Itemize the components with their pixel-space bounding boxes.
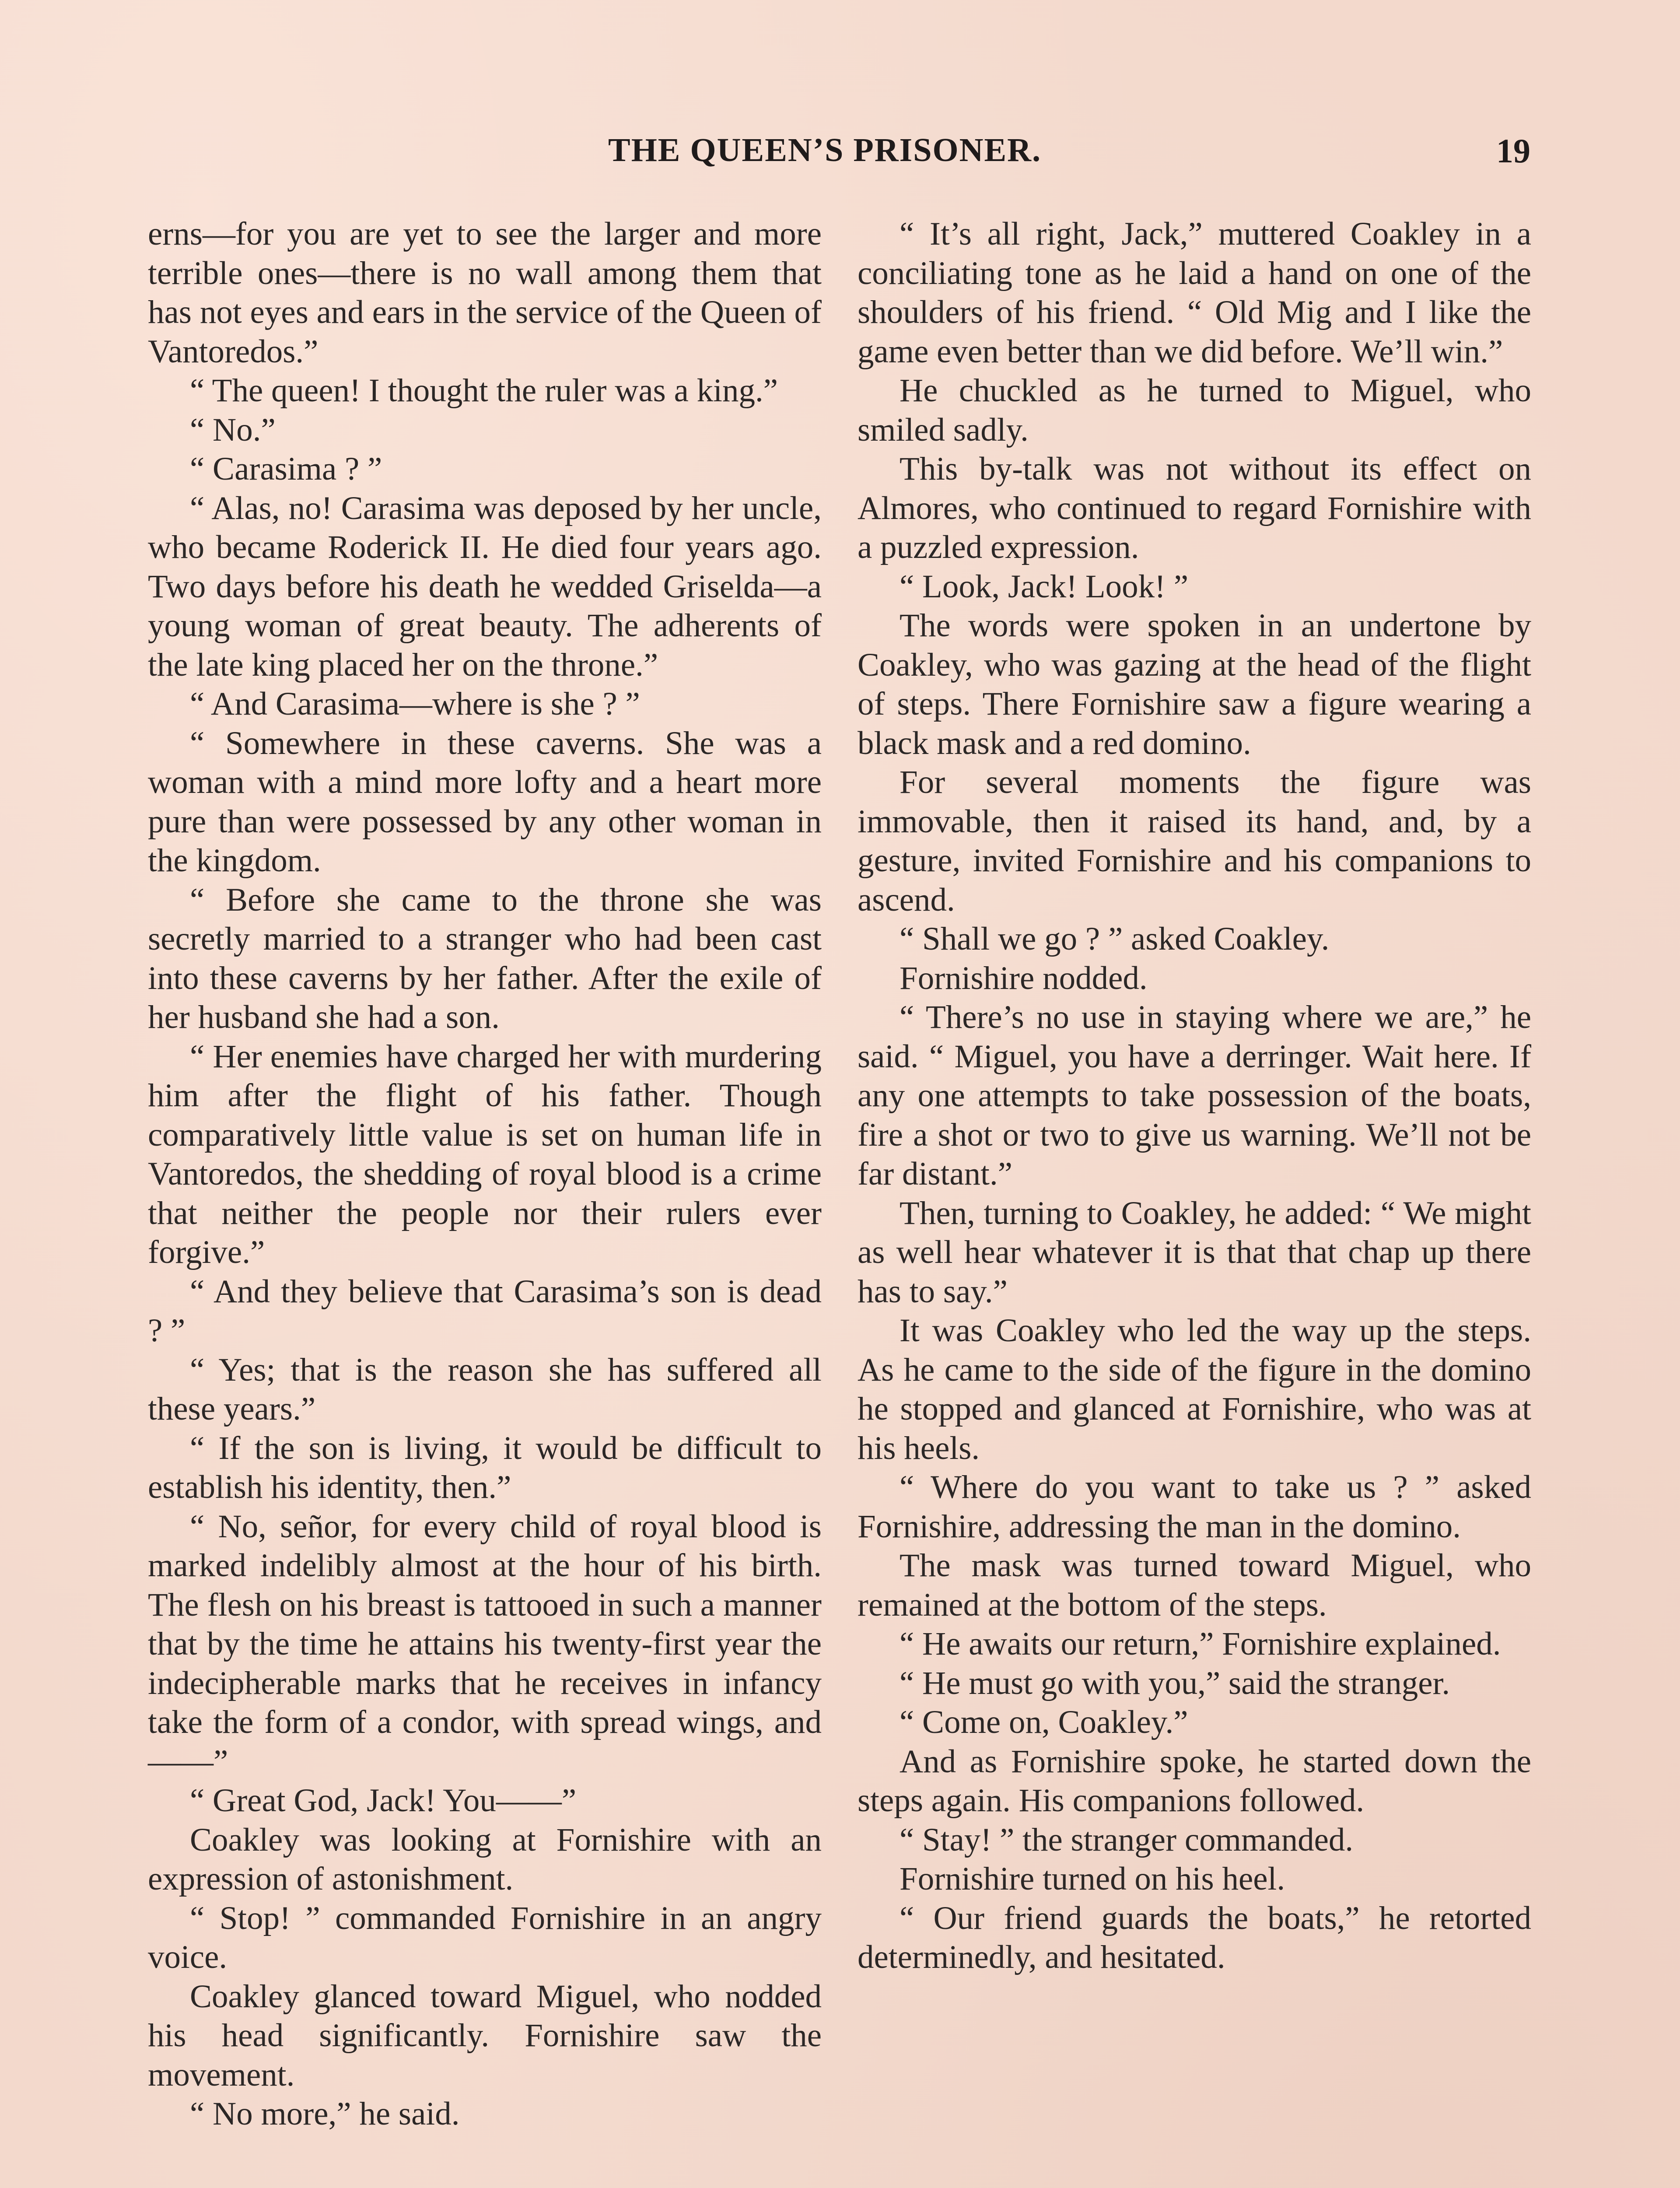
paragraph: “ And Carasima—where is she ? ” [190,686,640,722]
paragraph: It was Coakley who led the way up the steps. As he came to the side of the figure in the domino he stopped and glanced at Fornishire, who was at his heels. [858,1312,1531,1466]
paragraph: Fornishire nodded. [900,960,1148,996]
paragraph: “ No, señor, for every child of royal blood is marked indelibly almost at the hour of his birth. The flesh on his breast is tattooed in such a manner that by the time he attains his twenty-first year the indecipherable marks that he receives in infancy take the form of a condor, with spread wings, and——” [148,1508,822,1780]
paragraph: “ Somewhere in these caverns. She was a woman with a mind more lofty and a heart more pure than were possessed by any other woman in the kingdom. [148,725,822,879]
paragraph: “ Alas, no! Carasima was deposed by her uncle, who became Roderick II. He died four years ago. Two days before his death he wedded Griselda—a young woman of great beauty. The adherents of the late king placed her on the throne.” [148,490,822,683]
paragraph: erns—for you are yet to see the larger and more terrible ones—there is no wall among them that has not eyes and ears in the service of the Queen of Vantoredos.” [148,216,822,370]
paragraph: Fornishire turned on his heel. [900,1861,1285,1897]
paragraph: “ Shall we go ? ” asked Coakley. [900,921,1330,957]
paragraph: “ Stay! ” the stranger commanded. [900,1821,1354,1858]
paragraph: Coakley glanced toward Miguel, who nodded his head significantly. Fornishire saw the movement. [148,1978,822,2093]
paragraph: “ It’s all right, Jack,” muttered Coakley in a conciliating tone as he laid a hand on one of the shoulders of his friend. “ Old Mig and I like the game even better than we did before. We’ll win.” [858,216,1531,370]
paragraph: For several moments the figure was immovable, then it raised its hand, and, by a gesture, invited Fornishire and his companions to ascend. [858,764,1531,918]
paragraph: “ Yes; that is the reason she has suffered all these years.” [148,1351,822,1427]
right-column [858,214,1531,1977]
paragraph: “ No.” [190,411,276,448]
paragraph: The mask was turned toward Miguel, who remained at the bottom of the steps. [858,1547,1531,1623]
paragraph: “ If the son is living, it would be difficult to establish his identity, then.” [148,1430,822,1505]
paragraph: “ Where do you want to take us ? ” asked Fornishire, addressing the man in the domino. [858,1469,1531,1545]
paragraph: “ And they believe that Carasima’s son is dead ? ” [148,1273,822,1349]
paragraph: “ He must go with you,” said the stranger. [900,1665,1450,1701]
page-number: 19 [1496,132,1530,170]
page-header [0,131,1680,184]
left-column [148,214,822,2134]
paragraph: “ Stop! ” commanded Fornishire in an angry voice. [148,1900,822,1975]
paragraph: Then, turning to Coakley, he added: “ We might as well hear whatever it is that that chap up there has to say.” [858,1195,1531,1310]
running-title: THE QUEEN’S PRISONER. [608,132,1042,168]
paragraph: “ There’s no use in staying where we are,” he said. “ Miguel, you have a derringer. Wait here. If any one attempts to take possession of the boats, fire a shot or two to give us warning. We’ll not be far distant.” [858,999,1531,1192]
paragraph: “ Her enemies have charged her with murdering him after the flight of his father. Though comparatively little value is set on human life in Vantoredos, the shedding of royal blood is a crime that neither the people nor their rulers ever forgive.” [148,1038,822,1270]
paragraph: Coakley was looking at Fornishire with an expression of astonishment. [148,1821,822,1897]
paragraph: “ Great God, Jack! You——” [190,1782,577,1819]
paragraph: The words were spoken in an undertone by Coakley, who was gazing at the head of the flight of steps. There Fornishire saw a figure wearing a black mask and a red domino. [858,607,1531,761]
paragraph: “ Look, Jack! Look! ” [900,568,1189,605]
paragraph: “ Before she came to the throne she was secretly married to a stranger who had been cast into these caverns by her father. After the exile of her husband she had a son. [148,881,822,1035]
paragraph: “ The queen! I thought the ruler was a king.” [190,372,778,409]
paragraph: This by-talk was not without its effect on Almores, who continued to regard Fornishire with a puzzled expression. [858,451,1531,565]
paragraph: He chuckled as he turned to Miguel, who smiled sadly. [858,372,1531,448]
paragraph: “ Our friend guards the boats,” he retorted determinedly, and hesitated. [858,1900,1531,1975]
paragraph: “ Carasima ? ” [190,451,382,487]
paragraph: “ No more,” he said. [190,2096,460,2132]
paragraph: And as Fornishire spoke, he started down the steps again. His companions followed. [858,1743,1531,1819]
paragraph: “ Come on, Coakley.” [900,1704,1188,1740]
paragraph: “ He awaits our return,” Fornishire explained. [900,1626,1501,1662]
